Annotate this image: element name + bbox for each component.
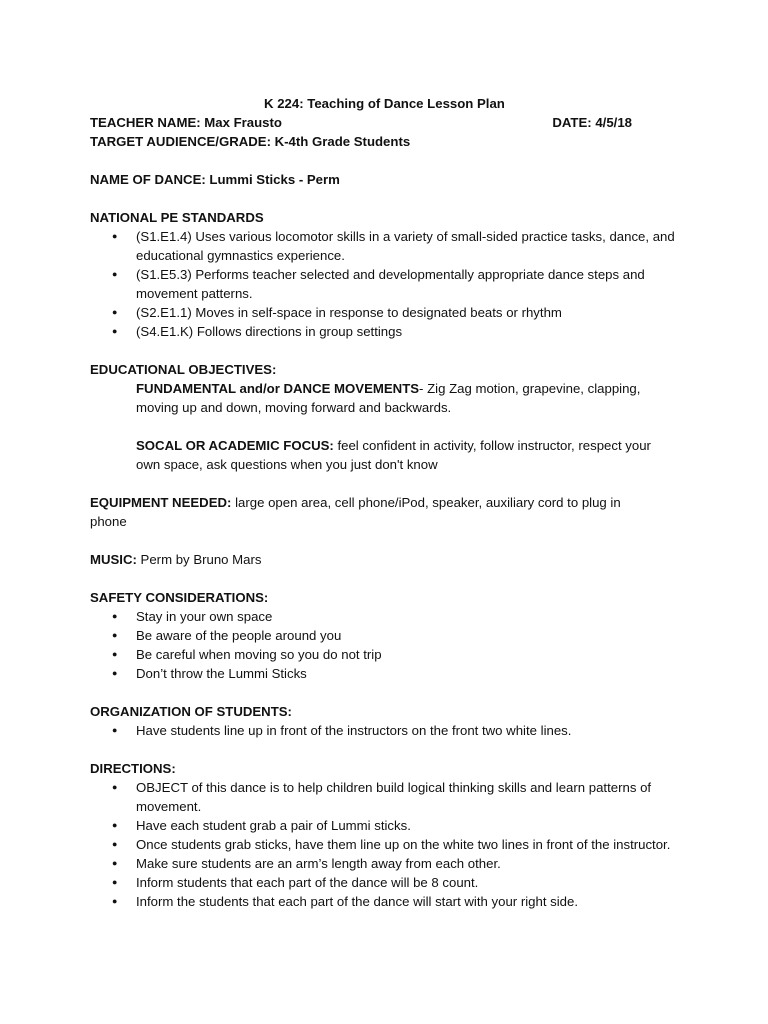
social-focus (90, 436, 676, 474)
standards-heading: NATIONAL PE STANDARDS (90, 210, 264, 225)
teacher-name: TEACHER NAME: Max Frausto (90, 115, 282, 130)
list-item: ● (S1.E5.3) Performs teacher selected and developmentally appropriate dance steps and movement patterns. (90, 265, 676, 303)
list-item: ● Inform students that each part of the dance will be 8 count. (90, 873, 676, 892)
organization-list (90, 721, 690, 740)
safety-list (90, 607, 690, 683)
list-item: ● Be aware of the people around you (90, 626, 676, 645)
list-item: ● Have each student grab a pair of Lummi sticks. (90, 816, 676, 835)
page-title: K 224: Teaching of Dance Lesson Plan (264, 96, 505, 111)
dance-name: NAME OF DANCE: Lummi Sticks - Perm (90, 172, 340, 187)
music-label: MUSIC: (90, 552, 137, 567)
teacher-date-row (90, 113, 632, 132)
list-item: ● Once students grab sticks, have them line up on the white two lines in front of the instructor. (90, 835, 676, 854)
list-item: ● Don’t throw the Lummi Sticks (90, 664, 676, 683)
safety-heading: SAFETY CONSIDERATIONS: (90, 590, 269, 605)
list-item: ● Have students line up in front of the instructors on the front two white lines. (90, 721, 676, 740)
directions-heading: DIRECTIONS: (90, 761, 176, 776)
fundamental-movements (90, 379, 676, 417)
social-text: feel confident in activity, follow instructor, respect your own space, ask questions when you just don't know (136, 438, 651, 472)
fundamental-label: FUNDAMENTAL and/or DANCE MOVEMENTS (136, 381, 420, 396)
directions-list (90, 778, 690, 911)
list-item: ● (S2.E1.1) Moves in self-space in response to designated beats or rhythm (90, 303, 676, 322)
lesson-date: DATE: 4/5/18 (552, 115, 632, 130)
equipment-needed (90, 493, 650, 531)
equipment-text: large open area, cell phone/iPod, speaker, auxiliary cord to plug in phone (90, 495, 621, 529)
social-label: SOCAL OR ACADEMIC FOCUS: (136, 438, 334, 453)
list-item: ● Make sure students are an arm’s length away from each other. (90, 854, 676, 873)
music (90, 550, 690, 569)
lesson-plan (90, 94, 690, 911)
organization-heading: ORGANIZATION OF STUDENTS: (90, 704, 292, 719)
equipment-label: EQUIPMENT NEEDED: (90, 495, 232, 510)
fundamental-text: - Zig Zag motion, grapevine, clapping, moving up and down, moving forward and backwards. (136, 381, 641, 415)
list-item: ● Inform the students that each part of the dance will start with your right side. (90, 892, 676, 911)
objectives-heading: EDUCATIONAL OBJECTIVES: (90, 362, 277, 377)
list-item: ● Stay in your own space (90, 607, 676, 626)
list-item: ● Be careful when moving so you do not trip (90, 645, 676, 664)
target-audience: TARGET AUDIENCE/GRADE: K-4th Grade Students (90, 134, 411, 149)
list-item: ● OBJECT of this dance is to help children build logical thinking skills and learn patterns of movement. (90, 778, 676, 816)
list-item: ● (S1.E1.4) Uses various locomotor skills in a variety of small-sided practice tasks, dance, and educational gymnastics experience. (90, 227, 676, 265)
standards-list (90, 227, 690, 341)
music-text: Perm by Bruno Mars (136, 552, 262, 567)
list-item: ● (S4.E1.K) Follows directions in group settings (90, 322, 676, 341)
